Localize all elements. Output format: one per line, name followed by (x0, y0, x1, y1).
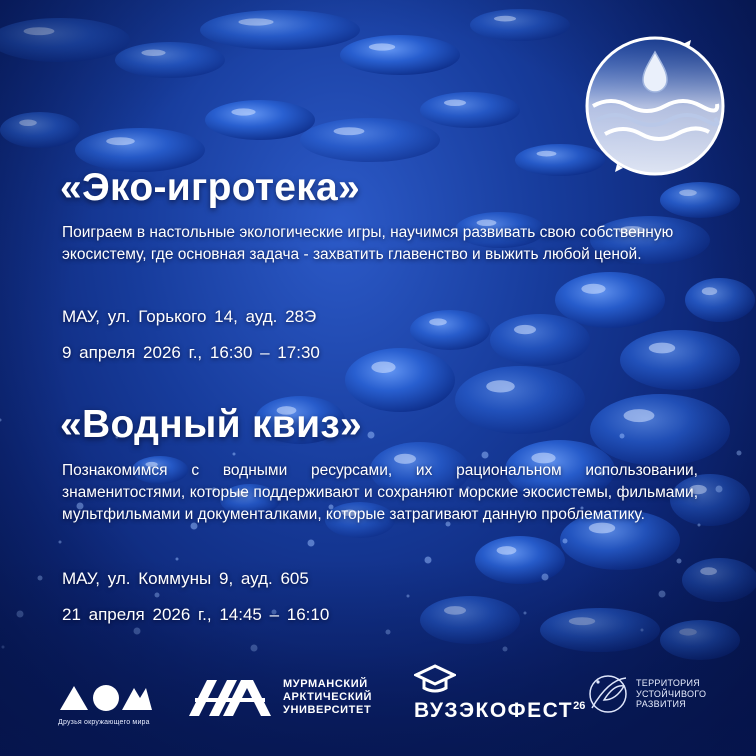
territory-line1: ТЕРРИТОРИЯ (636, 678, 701, 689)
event2-title: «Водный квиз» (60, 403, 363, 446)
mau-line2: АРКТИЧЕСКИЙ (283, 690, 373, 703)
territory-line3: РАЗВИТИЯ (636, 699, 687, 710)
territory-logo (584, 670, 706, 718)
fest-number: 26 (573, 700, 586, 712)
graduation-cap-icon (414, 664, 456, 694)
dom-caption: Друзья окружающего мира (58, 719, 150, 726)
dom-logo-icon (58, 680, 154, 714)
mau-name (283, 678, 372, 717)
event2-datetime: 21 апреля 2026 г., 14:45 – 16:10 (62, 605, 330, 624)
mau-logo (187, 676, 372, 718)
water-circle-logo (583, 34, 727, 178)
mau-line1: МУРМАНСКИЙ (283, 677, 368, 690)
vuzecofest-logo (414, 664, 585, 723)
mau-line3: УНИВЕРСИТЕТ (283, 703, 372, 716)
event1-datetime: 9 апреля 2026 г., 16:30 – 17:30 (62, 343, 320, 362)
event1-location: МАУ, ул. Горького 14, ауд. 28Э (62, 307, 317, 326)
event1-description: Поиграем в настольные экологические игры, научимся развивать свою собственную экосистему, где основная задача - захватить главенство и выжить любой ценой. (62, 224, 674, 263)
territory-logo-icon (584, 670, 632, 718)
fest-name-wrap (414, 699, 585, 723)
dom-logo (58, 680, 158, 726)
mau-logo-icon (187, 676, 273, 718)
territory-name (636, 678, 706, 710)
event1-title: «Эко-игротека» (60, 166, 361, 209)
territory-line2: УСТОЙЧИВОГО (636, 688, 707, 699)
event2-location: МАУ, ул. Коммуны 9, ауд. 605 (62, 569, 309, 588)
event2-description: Познакомимся с водными ресурсами, их рациональном использовании, знаменитостями, которые поддерживают и сохраняют морские экосистемы, фильмами, мультфильмами и документалками, которые затрагивают данную проблематику. (62, 462, 698, 523)
fest-name: ВУЗЭКОФЕСТ (414, 699, 574, 722)
